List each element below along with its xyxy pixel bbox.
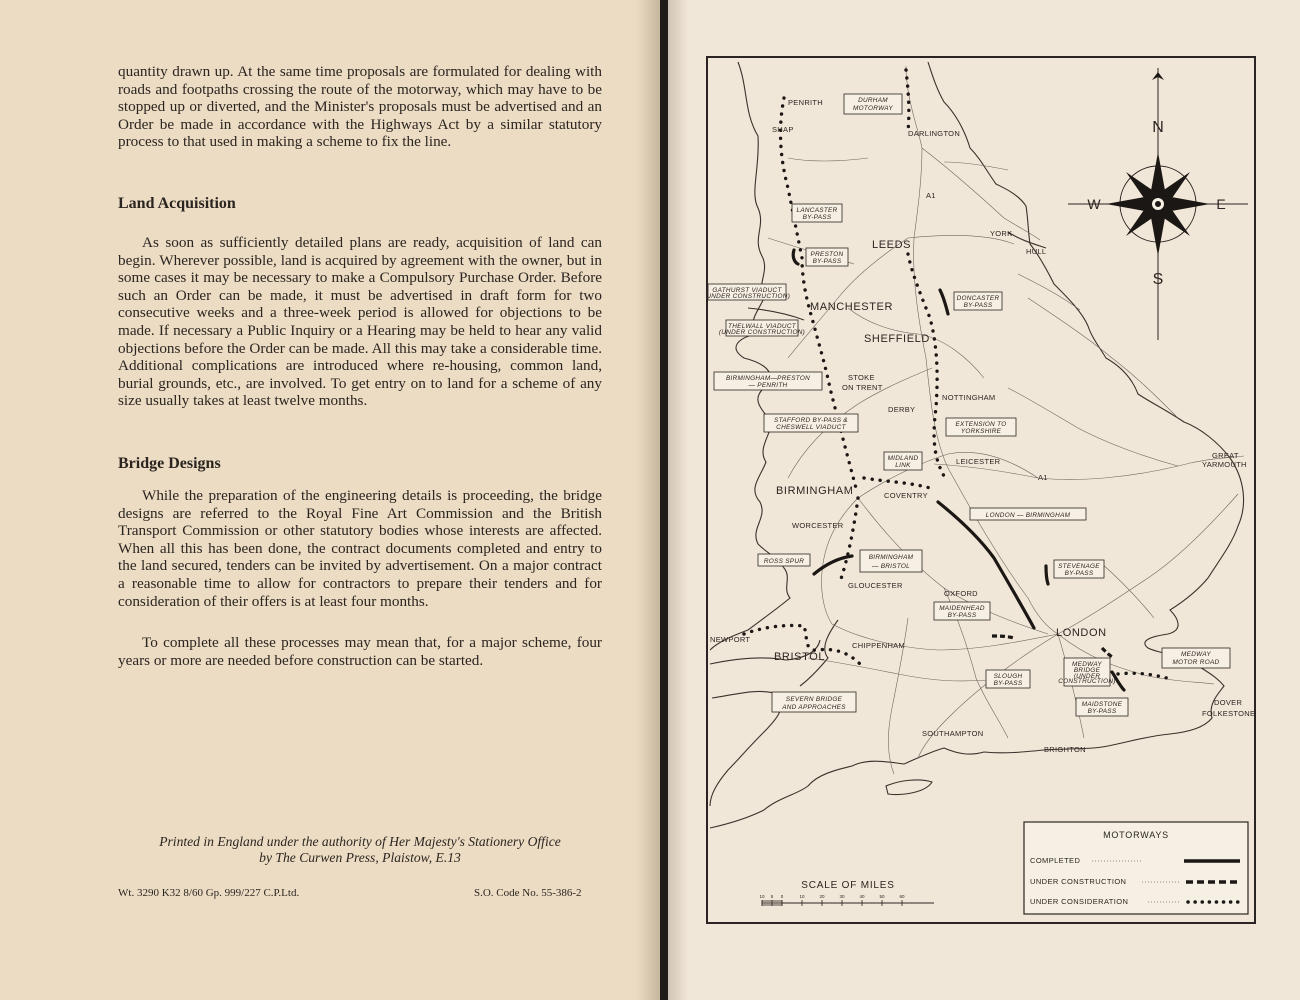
box-ross-spur	[758, 554, 810, 566]
svg-text:AND APPROACHES: AND APPROACHES	[782, 704, 846, 711]
label-sheffield: SHEFFIELD	[864, 333, 930, 345]
route-extension-yorkshire	[908, 254, 944, 476]
label-southampton: SOUTHAMPTON	[922, 729, 984, 738]
scale-title: SCALE OF MILES	[801, 880, 895, 891]
svg-text:LANCASTER: LANCASTER	[796, 207, 838, 214]
legend	[1024, 822, 1248, 914]
label-newport: NEWPORT	[710, 635, 751, 644]
svg-text:— PENRITH: — PENRITH	[748, 382, 788, 389]
svg-text:MAIDSTONE: MAIDSTONE	[1081, 701, 1123, 708]
compass-north: N	[1152, 119, 1164, 136]
route-medway-motor-road	[1118, 673, 1174, 680]
scale-tick-label: 50	[879, 894, 885, 899]
svg-text:BIRMINGHAM: BIRMINGHAM	[868, 554, 914, 561]
label-stoke-on-trent: ON TRENT	[842, 383, 883, 392]
svg-text:BY-PASS: BY-PASS	[812, 258, 842, 265]
label-leeds: LEEDS	[872, 239, 912, 251]
svg-text:(UNDER CONSTRUCTION): (UNDER CONSTRUCTION)	[708, 293, 791, 300]
route-durham-motorway	[906, 70, 909, 132]
scale-tick-label: 0	[780, 894, 784, 899]
route-ross-spur	[814, 556, 852, 574]
box-maidenhead-bypass	[934, 602, 990, 620]
book-gutter	[660, 0, 668, 1000]
svg-text:GATHURST VIADUCT: GATHURST VIADUCT	[712, 287, 782, 294]
route-slough-bypass	[992, 636, 1014, 638]
box-doncaster-bypass	[954, 292, 1002, 310]
label-a1-north: A1	[926, 191, 936, 200]
box-stafford-bypass	[764, 414, 858, 432]
svg-text:BIRMINGHAM—PRESTON: BIRMINGHAM—PRESTON	[725, 375, 811, 382]
svg-text:BY-PASS: BY-PASS	[1087, 708, 1117, 715]
label-gloucester: GLOUCESTER	[848, 581, 903, 590]
legend-construction-label: UNDER CONSTRUCTION	[1030, 877, 1127, 886]
box-severn-bridge	[772, 692, 856, 712]
compass-east: E	[1216, 196, 1226, 212]
svg-text:STEVENAGE: STEVENAGE	[1058, 563, 1100, 570]
paragraph-timescale: To complete all these processes may mean that, for a major scheme, four years or more are needed before construction can be started.	[118, 634, 602, 669]
heading-bridge-designs: Bridge Designs	[118, 455, 221, 472]
compass-south: S	[1152, 271, 1164, 288]
label-penrith: PENRITH	[788, 98, 824, 107]
label-manchester: MANCHESTER	[810, 301, 894, 313]
label-darlington: DARLINGTON	[908, 129, 961, 138]
svg-text:(UNDER CONSTRUCTION): (UNDER CONSTRUCTION)	[718, 329, 806, 336]
box-preston-bypass	[806, 248, 848, 266]
route-birmingham-bristol	[840, 498, 858, 582]
route-stevenage-bypass	[1046, 566, 1048, 584]
box-lancaster-bypass	[792, 204, 842, 222]
box-extension-to-yorkshire	[946, 418, 1016, 436]
box-medway-motor-road	[1162, 648, 1230, 668]
label-london: LONDON	[1056, 627, 1107, 639]
svg-text:SEVERN BRIDGE: SEVERN BRIDGE	[785, 696, 843, 703]
label-derby: DERBY	[888, 405, 916, 414]
paragraph-bridge-designs: While the preparation of the engineering details is proceeding, the bridge designs are referred to the Royal Fine Art Commission and the British Transport Commission or other statutory bodies whose interests are affected. When all this has been done, the contract documents completed and entry to the land secured, tenders can be invited by advertisement. On a major contract a reasonable time to allow for contractors to prepare their tenders and for consideration of their offers is at least four months.	[118, 487, 602, 610]
scale-bar	[759, 880, 934, 906]
svg-text:THELWALL VIADUCT: THELWALL VIADUCT	[728, 323, 796, 330]
box-durham-motorway	[844, 94, 902, 114]
scale-tick-label: 20	[819, 894, 825, 899]
label-bristol: BRISTOL	[774, 651, 826, 663]
svg-text:— BRISTOL: — BRISTOL	[871, 563, 911, 570]
scale-ticks	[759, 894, 905, 906]
label-nottingham: NOTTINGHAM	[942, 393, 996, 402]
box-gathurst-viaduct	[708, 284, 790, 300]
label-great-yarmouth-2: YARMOUTH	[1202, 460, 1247, 469]
svg-text:MOTORWAY: MOTORWAY	[853, 105, 893, 112]
label-york: YORK	[990, 229, 1013, 238]
route-midland-link	[864, 478, 930, 488]
svg-text:MEDWAY: MEDWAY	[1072, 661, 1102, 668]
label-stoke: STOKE	[848, 373, 875, 382]
print-code-right: S.O. Code No. 55-386-2	[474, 887, 582, 899]
printer-imprint-line1: Printed in England under the authority of Her Majesty's Stationery Office	[159, 834, 561, 849]
box-birmingham-bristol	[860, 550, 922, 572]
svg-text:STAFFORD BY-PASS &: STAFFORD BY-PASS &	[774, 417, 848, 424]
label-oxford: OXFORD	[944, 589, 978, 598]
label-great-yarmouth: GREAT	[1212, 451, 1239, 460]
svg-text:MOTOR ROAD: MOTOR ROAD	[1172, 659, 1220, 666]
legend-consideration-label: UNDER CONSIDERATION	[1030, 897, 1129, 906]
map-svg	[708, 58, 1254, 922]
scale-tick-label: 60	[899, 894, 905, 899]
compass-west: W	[1087, 196, 1101, 212]
svg-text:PRESTON: PRESTON	[810, 251, 844, 258]
svg-text:SLOUGH: SLOUGH	[993, 673, 1023, 680]
svg-text:ROSS SPUR: ROSS SPUR	[763, 558, 805, 565]
svg-text:(UNDER: (UNDER	[1073, 673, 1101, 680]
paragraph-land-acquisition: As soon as sufficiently detailed plans are ready, acquisition of land can begin. Wherever possible, land is acquired by agreement with the owner, but in some cases it may be necessary to make a Compulsory Purchase Order. Before such an Order can be made, it must be advertised in draft form for two consecutive weeks and a three-week period is allowed for objections to be made. If necessary a Public Inquiry or a Hearing may be held to hear any valid objections before the Order can be made. All this may take a considerable time. Additional complications are introduced where re-housing, common land, burial grounds, etc., are involved. To get entry on to land for a scheme of any size usually takes at least twelve months.	[118, 234, 602, 410]
box-medway-bridge	[1058, 658, 1116, 686]
motorway-map	[706, 56, 1256, 924]
svg-text:YORKSHIRE: YORKSHIRE	[960, 428, 1002, 435]
label-hull: HULL	[1026, 247, 1047, 256]
scale-tick-label: 10	[759, 894, 765, 899]
scale-tick-label: 10	[799, 894, 805, 899]
svg-text:BY-PASS: BY-PASS	[1064, 570, 1094, 577]
coastline	[710, 62, 1244, 828]
label-birmingham: BIRMINGHAM	[776, 485, 854, 497]
label-brighton: BRIGHTON	[1044, 745, 1086, 754]
isle-of-wight	[886, 780, 932, 795]
label-a1-south: A1	[1038, 473, 1048, 482]
svg-text:MIDLAND: MIDLAND	[887, 455, 919, 462]
route-doncaster-bypass	[940, 290, 948, 314]
label-worcester: WORCESTER	[792, 521, 844, 530]
box-london-birmingham	[970, 508, 1086, 520]
label-coventry: COVENTRY	[884, 491, 928, 500]
box-birmingham-preston-penrith	[714, 372, 822, 390]
scale-tick-label: 30	[839, 894, 845, 899]
print-code-left: Wt. 3290 K32 8/60 Gp. 999/227 C.P.Ltd.	[118, 887, 300, 899]
svg-text:LINK: LINK	[895, 462, 911, 469]
legend-completed-label: COMPLETED	[1030, 856, 1081, 865]
svg-text:CONSTRUCTION): CONSTRUCTION)	[1058, 678, 1116, 685]
label-shap: SHAP	[772, 125, 794, 134]
label-dover: DOVER	[1214, 698, 1243, 707]
route-preston-bypass	[793, 250, 798, 264]
svg-text:DURHAM: DURHAM	[858, 97, 888, 104]
svg-text:MAIDENHEAD: MAIDENHEAD	[939, 605, 985, 612]
svg-text:BY-PASS: BY-PASS	[802, 214, 832, 221]
heading-land-acquisition: Land Acquisition	[118, 195, 236, 212]
scale-tick-label: 5	[770, 894, 774, 899]
svg-text:LONDON — BIRMINGHAM: LONDON — BIRMINGHAM	[985, 512, 1071, 519]
label-chippenham: CHIPPENHAM	[852, 641, 906, 650]
legend-title: MOTORWAYS	[1103, 830, 1169, 840]
svg-text:BY-PASS: BY-PASS	[963, 302, 993, 309]
mersey-estuary	[748, 308, 804, 320]
box-midland-link	[884, 452, 922, 470]
humber-estuary	[1008, 232, 1046, 248]
svg-text:DONCASTER: DONCASTER	[956, 295, 1000, 302]
svg-text:BY-PASS: BY-PASS	[947, 612, 977, 619]
box-thelwall-viaduct	[719, 320, 805, 336]
svg-text:CHESWELL VIADUCT: CHESWELL VIADUCT	[776, 424, 846, 431]
svg-text:EXTENSION TO: EXTENSION TO	[955, 421, 1007, 428]
box-maidstone-bypass	[1076, 698, 1128, 716]
label-leicester: LEICESTER	[956, 457, 1001, 466]
svg-text:MEDWAY: MEDWAY	[1181, 651, 1211, 658]
label-folkestone: FOLKESTONE	[1202, 709, 1254, 718]
printer-imprint-line2: by The Curwen Press, Plaistow, E.13	[259, 850, 461, 865]
box-stevenage-bypass	[1054, 560, 1104, 578]
scale-tick-label: 40	[859, 894, 865, 899]
svg-text:BRIDGE: BRIDGE	[1073, 667, 1101, 674]
paragraph-footpaths: quantity drawn up. At the same time proposals are formulated for dealing with roads and footpaths crossing the route of the motorway, which may have to be stopped up or diverted, and the Minister's proposals must be advertised and an Order be made in accordance with the Highways Act by a similar statutory process to that used in making a scheme to fix the line.	[118, 63, 602, 151]
svg-text:BY-PASS: BY-PASS	[993, 680, 1023, 687]
box-slough-bypass	[986, 670, 1030, 688]
route-medway-bridge	[1102, 648, 1114, 658]
